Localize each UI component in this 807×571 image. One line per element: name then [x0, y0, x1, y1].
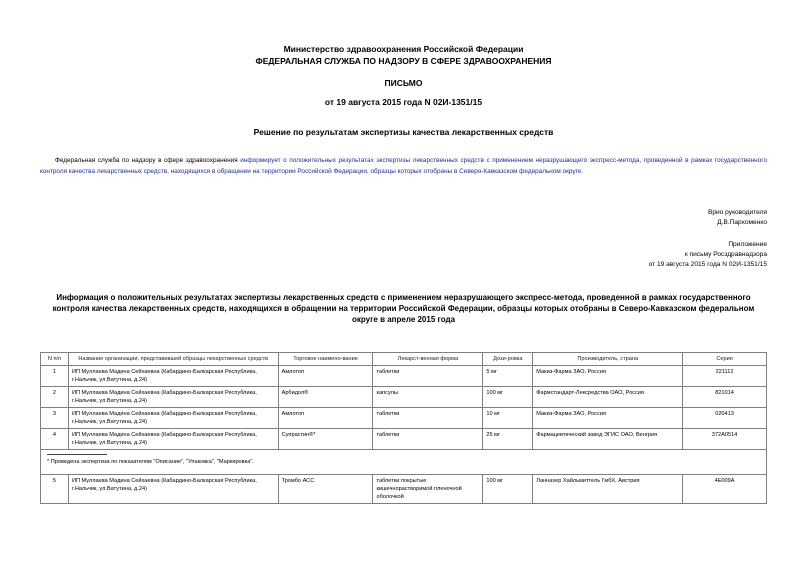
cell-num: 1: [41, 366, 69, 387]
signature-block: [708, 208, 767, 228]
ministry-name: Министерство здравоохранения Российской Федерации: [283, 44, 524, 54]
cell-org: ИП Муллаева Мадина Сейхаевна (Кабардино-Балкарская Республика, г.Нальчик, ул.Ватутина, д.24): [68, 387, 278, 408]
header-trade: Торговое наимено-вание: [278, 353, 373, 366]
cell-series: 821014: [683, 387, 767, 408]
note-divider: [47, 454, 107, 455]
table-row: [41, 387, 767, 408]
cell-trade: Тромбо АСС: [278, 475, 373, 504]
cell-series: 4Е009А: [683, 475, 767, 504]
table-row: [41, 475, 767, 504]
header-org: Название организации, представившей образцы лекарственных средств: [68, 353, 278, 366]
cell-form: таблетки покрытые кишечнорастворимой пленочной оболочкой: [373, 475, 483, 504]
cell-num: 2: [41, 387, 69, 408]
appendix-line-2: к письму Росздравнадзора: [684, 251, 767, 258]
info-title: Информация о положительных результатах экспертизы лекарственных средств с применением неразрушающего экспресс-метода, проведенной в рамках государственного контроля качества лекарственных средств, находящихся в обращении на территории Российской Федерации, образцы которых отобраны в Северо-Кавказском федеральном округе в апреле 2015 года: [52, 293, 755, 324]
cell-org: ИП Муллаева Мадина Сейхаевна (Кабардино-Балкарская Республика, г.Нальчик, ул.Ватутина, д.24): [68, 429, 278, 450]
intro-paragraph: [40, 155, 767, 177]
signature-role: Врио руководителя: [707, 209, 767, 216]
table-row: [41, 429, 767, 450]
cell-series: 372А0514: [683, 429, 767, 450]
cell-form: таблетки: [373, 366, 483, 387]
cell-dose: 25 мг: [483, 429, 533, 450]
document-subject: Решение по результатам экспертизы качества лекарственных средств: [253, 127, 554, 137]
cell-series: 020413: [683, 408, 767, 429]
cell-num: 4: [41, 429, 69, 450]
cell-trade: Супрастин®*: [278, 429, 373, 450]
document-date-number: от 19 августа 2015 года N 02И-1351/15: [324, 97, 483, 107]
header-num: N п/п: [41, 353, 69, 366]
cell-maker: Макиз-Фарма ЗАО, Россия: [533, 366, 683, 387]
appendix-line-1: Приложение: [728, 241, 767, 248]
cell-maker: Фармстандарт-Лексредства ОАО, Россия: [533, 387, 683, 408]
results-table: [40, 352, 767, 504]
cell-trade: Арбидол®: [278, 387, 373, 408]
cell-org: ИП Муллаева Мадина Сейхаевна (Кабардино-Балкарская Республика, г.Нальчик, ул.Ватутина, д.24): [68, 366, 278, 387]
cell-trade: Амлотоп: [278, 366, 373, 387]
table-note-row: [41, 450, 767, 475]
signature-name: Д.В.Пархоменко: [717, 219, 767, 226]
cell-maker: Фармацевтический завод ЭГИС ОАО, Венгрия: [533, 429, 683, 450]
document-type: ПИСЬМО: [384, 78, 423, 88]
cell-form: капсулы: [373, 387, 483, 408]
header-series: Серия: [683, 353, 767, 366]
cell-form: таблетки: [373, 429, 483, 450]
cell-series: 221112: [683, 366, 767, 387]
header-maker: Производитель, страна: [533, 353, 683, 366]
cell-org: ИП Муллаева Мадина Сейхаевна (Кабардино-Балкарская Республика, г.Нальчик, ул.Ватутина, д.24): [68, 408, 278, 429]
service-name: ФЕДЕРАЛЬНАЯ СЛУЖБА ПО НАДЗОРУ В СФЕРЕ ЗДРАВООХРАНЕНИЯ: [255, 56, 552, 66]
cell-maker: Ланнахер Хайльмиттель ГмбХ, Австрия: [533, 475, 683, 504]
header-dose: Дози-ровка: [483, 353, 533, 366]
cell-num: 5: [41, 475, 69, 504]
table-row: [41, 366, 767, 387]
cell-form: таблетки: [373, 408, 483, 429]
cell-dose: 10 мг: [483, 408, 533, 429]
appendix-block: [649, 240, 767, 270]
intro-part-1: Федеральная служба по надзору в сфере здравоохранения: [55, 157, 241, 164]
cell-dose: 100 мг: [483, 387, 533, 408]
cell-num: 3: [41, 408, 69, 429]
cell-trade: Амлотоп: [278, 408, 373, 429]
table-header-row: [41, 353, 767, 366]
cell-dose: 100 мг: [483, 475, 533, 504]
appendix-line-3: от 19 августа 2015 года N 02И-1351/15: [648, 261, 767, 268]
intro-part-2: информирует о положительных результатах экспертизы лекарственных средств с применением неразрушающего экспресс-метода, проведенной в рамках государственного контроля качества лекарственных средств, находящихся в обращении на территории Российской Федерации, образцы которых отобраны в Северо-Кавказском федеральном округе.: [40, 157, 767, 175]
cell-maker: Макиз-Фарма ЗАО, Россия: [533, 408, 683, 429]
header-form: Лекарст-венная форма: [373, 353, 483, 366]
cell-org: ИП Муллаева Мадина Сейхаевна (Кабардино-Балкарская Республика, г.Нальчик, ул.Ватутина, д.24): [68, 475, 278, 504]
cell-dose: 5 мг: [483, 366, 533, 387]
table-note: * Проведена экспертиза по показателям "Описание", "Упаковка", "Маркировка".: [47, 459, 254, 465]
table-row: [41, 408, 767, 429]
table-note-cell: [41, 450, 767, 475]
